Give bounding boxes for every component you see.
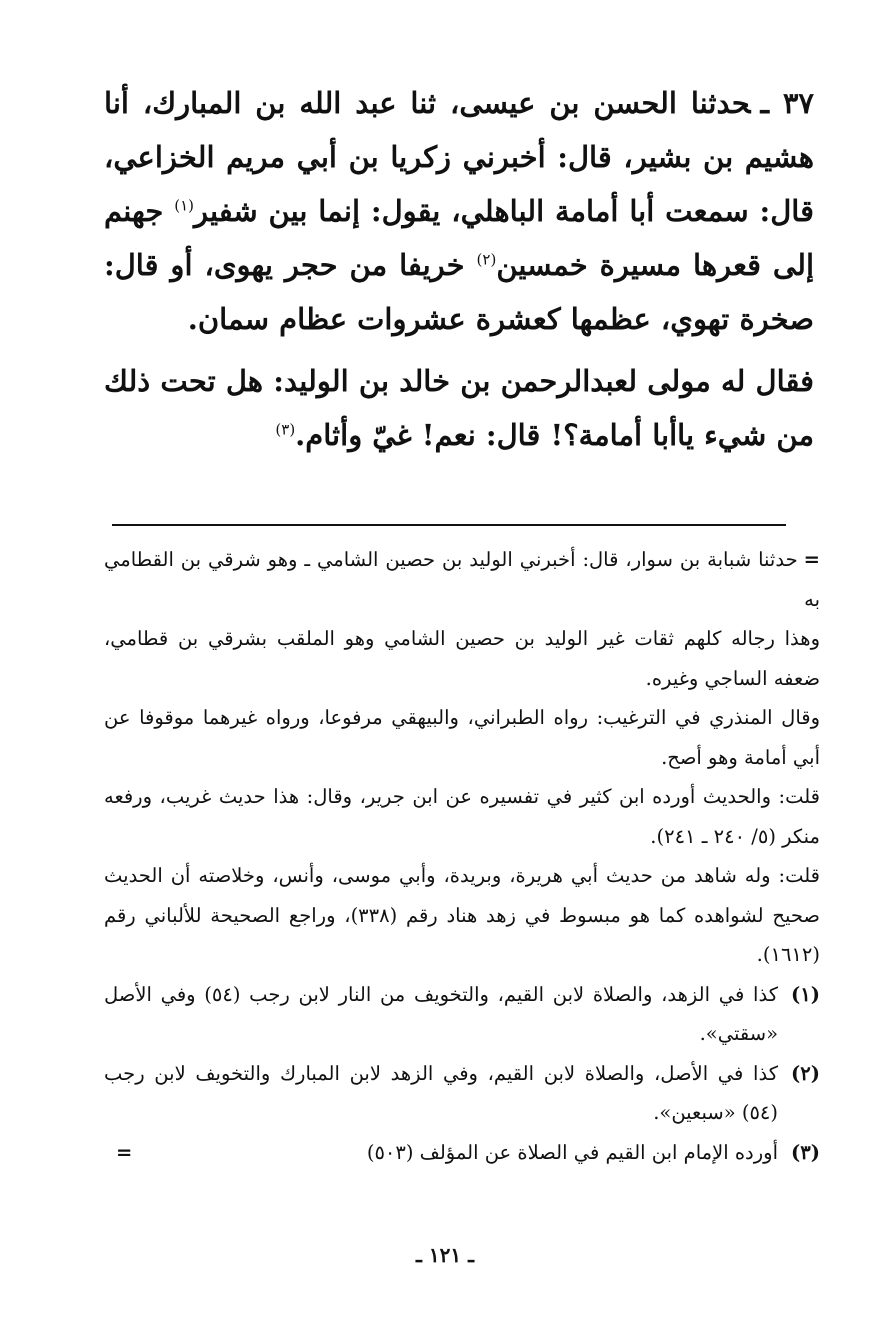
hadith-paragraph-1 [104,76,814,346]
footnote-2 [104,1054,820,1133]
footnote-text: أورده الإمام ابن القيم في الصلاة عن المؤلف (٥٠٣) [366,1140,778,1164]
hadith-text-part-4: فقال له مولى لعبدالرحمن بن خالد بن الوليد: هل تحت ذلك من شيء ياأبا أمامة؟! قال: نعم! غيّ وأثام. [104,364,814,452]
footnote-3 [104,1133,820,1173]
hadith-text-part-1: حدثنا الحسن بن عيسى، ثنا عبد الله بن المبارك، أنا هشيم بن بشير، قال: أخبرني زكريا بن أبي مريم الخزاعي، قال: سمعت أبا أمامة الباهلي، يقول: إنما بين شفير [104,86,814,228]
continuation-mark: = [803,548,820,571]
page-number: ـ ١٢١ ـ [416,1243,474,1267]
footnote-number: (١) [791,982,820,1006]
hadith-text-part-3: خريفا من حجر يهوى، أو قال: صخرة تهوي، عظمها كعشرة عشروات عظام سمان. [104,248,814,336]
footnote-continuation-4: قلت: والحديث أورده ابن كثير في تفسيره عن ابن جرير، وقال: هذا حديث غريب، ورفعه منكر (٥/ ٢٤٠ ـ ٢٤١). [104,785,820,848]
footnote-continuation-text: حدثنا شبابة بن سوار، قال: أخبرني الوليد بن حصين الشامي ـ وهو شرقي بن القطامي به [104,548,820,611]
footnote-text: كذا في الزهد، والصلاة لابن القيم، والتخويف من النار لابن رجب (٥٤) وفي الأصل «سقتي». [104,982,778,1045]
footnote-ref-2: (٢) [476,250,497,269]
footnote-number: (٣) [791,1140,820,1164]
footnote-separator [112,524,786,526]
hadith-text-part-2: جهنم إلى قعرها مسيرة خمسين [104,194,814,282]
footnote-continuation-5: قلت: وله شاهد من حديث أبي هريرة، وبريدة، وأبي موسى، وأنس، وخلاصته أن الحديث صحيح لشواهده كما هو مبسوط في زهد هناد رقم (٣٣٨)، وراجع الصحيحة للألباني رقم (١٦١٢). [104,864,820,966]
hadith-paragraph-2 [104,354,814,462]
hadith-number: ٣٧ ـ [760,86,815,120]
footnote-ref-3: (٣) [275,420,296,439]
footnote-continuation-1 [104,540,820,619]
footnote-number: (٢) [791,1061,820,1085]
footnote-continuation-2: وهذا رجاله كلهم ثقات غير الوليد بن حصين الشامي وهو الملقب بشرقي بن قطامي، ضعفه الساجي وغيره. [104,627,820,690]
footnote-ref-1: (١) [174,196,194,215]
footnote-1 [104,975,820,1054]
footnotes [104,540,820,1172]
hadith-text [104,76,814,462]
footnote-text: كذا في الأصل، والصلاة لابن القيم، وفي الزهد لابن المبارك والتخويف لابن رجب (٥٤) «سبعين». [104,1061,778,1124]
footnote-continuation-3: وقال المنذري في الترغيب: رواه الطبراني، والبيهقي مرفوعا، ورواه غيرهما موقوفا عن أبي أمامة وهو أصح. [104,706,820,769]
continues-mark: = [116,1140,133,1164]
